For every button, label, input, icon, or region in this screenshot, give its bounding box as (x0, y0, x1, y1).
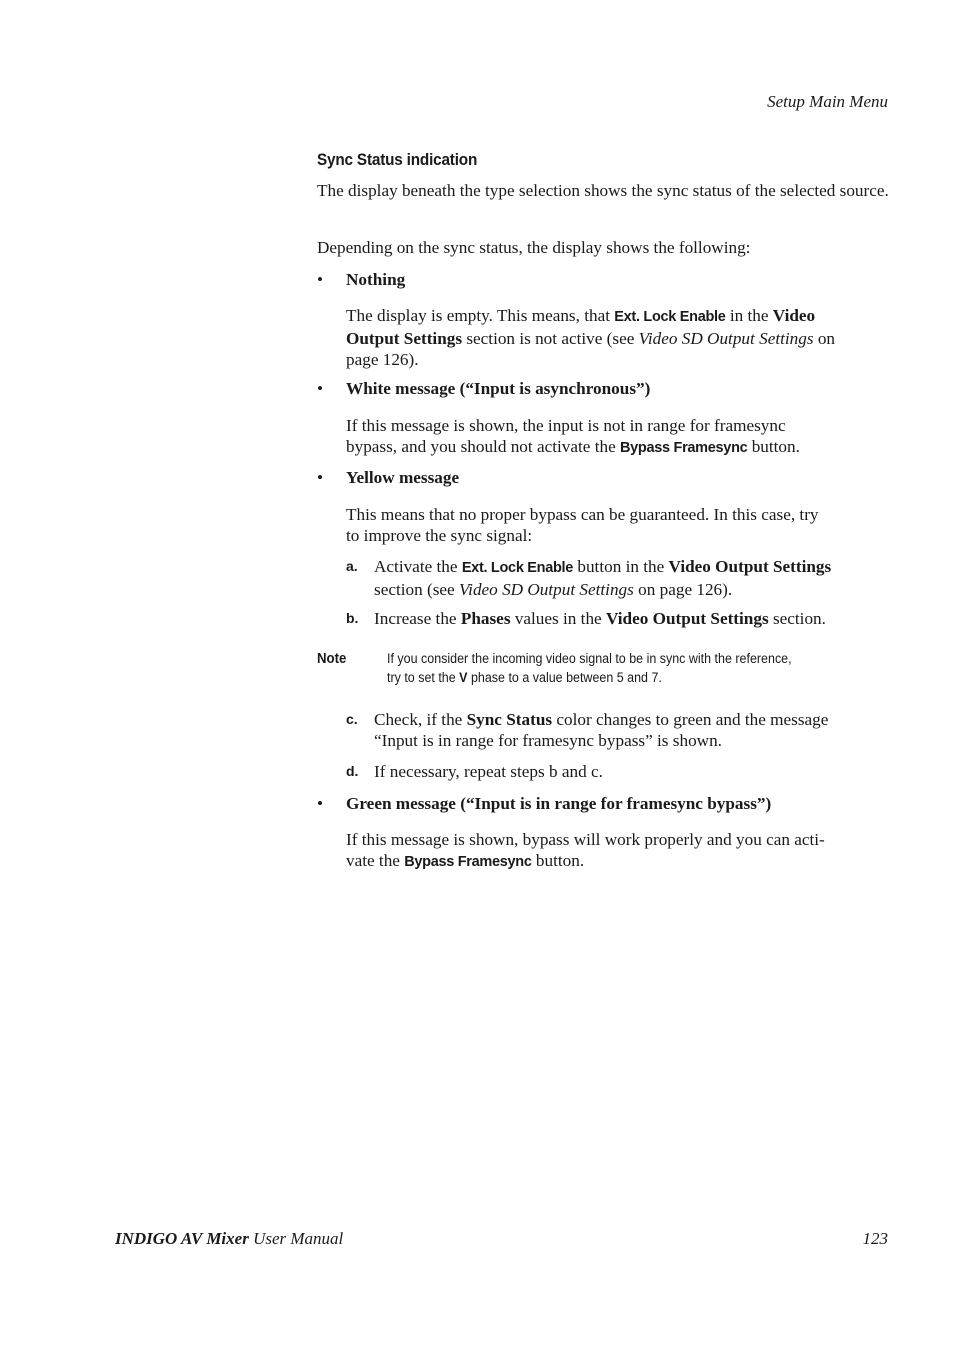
green-message-description: If this message is shown, bypass will work properly and you can acti- vate the Bypass Framesync button. (346, 830, 825, 870)
ui-label-ext-lock-enable: Ext. Lock Enable (614, 309, 726, 325)
bullet-label: Yellow message (346, 468, 460, 487)
page-number: 123 (862, 1229, 888, 1248)
bullet-label: Nothing (346, 270, 406, 289)
note-label: Note (317, 650, 347, 667)
section-title: Sync Status indication (317, 150, 478, 169)
document-name: User Manual (248, 1229, 344, 1248)
lead-paragraph: Depending on the sync status, the display shows the following: (317, 238, 751, 257)
bullet-symbol: • (317, 468, 324, 487)
step-marker: c. (346, 711, 358, 727)
step-marker: d. (346, 763, 359, 779)
intro-paragraph: The display beneath the type selection shows the sync status of the selected source. (317, 181, 889, 200)
ui-label-bypass-framesync: Bypass Framesync (620, 440, 748, 456)
cross-reference: Video SD Output Settings (638, 329, 814, 348)
bullet-symbol: • (317, 379, 324, 398)
cross-reference: Video SD Output Settings (458, 580, 634, 599)
white-message-description: If this message is shown, the input is not in range for framesync bypass, and you should not activate the Bypass Framesync button. (346, 416, 800, 456)
step-marker: b. (346, 610, 359, 626)
bullet-label: White message (“Input is asynchronous”) (346, 379, 651, 398)
note-block (317, 650, 889, 690)
nothing-description: The display is empty. This means, that Ext. Lock Enable in the Video Output Settings section is not active (see Video SD Output Settings on page 126). (346, 306, 836, 369)
ui-label-ext-lock-enable: Ext. Lock Enable (461, 560, 574, 576)
note-text: If you consider the incoming video signal to be in sync with the reference, try to set the V phase to a value between 5 and 7. (387, 651, 792, 686)
ui-label-bypass-framesync: Bypass Framesync (404, 854, 532, 870)
yellow-message-description: This means that no proper bypass can be guaranteed. In this case, try to improve the sync signal: (346, 505, 819, 545)
footer-title (115, 1229, 343, 1249)
bullet-symbol: • (317, 270, 324, 289)
product-name: INDIGO AV Mixer (115, 1229, 249, 1248)
bullet-symbol: • (317, 794, 324, 813)
step-marker: a. (346, 558, 358, 574)
running-head: Setup Main Menu (767, 92, 888, 111)
bullet-label: Green message (“Input is in range for framesync bypass”) (346, 794, 772, 813)
